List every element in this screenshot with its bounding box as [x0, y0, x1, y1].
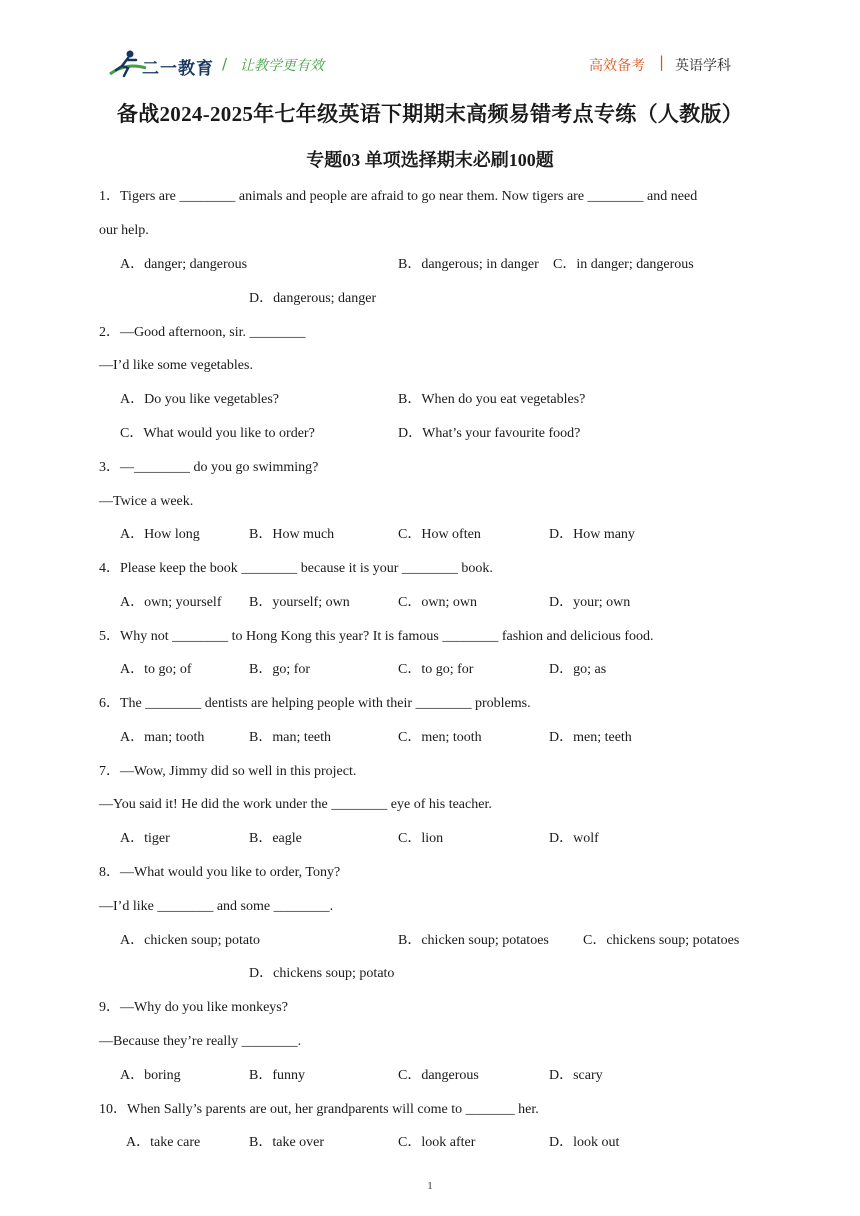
- question-7-text: 7．—Wow, Jimmy did so well in this project.: [99, 764, 357, 779]
- q4-option-a: A．own; yourself: [120, 595, 222, 610]
- question-3-text: 3．—________ do you go swimming?: [99, 460, 319, 475]
- q2-option-b: B．When do you eat vegetables?: [398, 392, 586, 407]
- page-number: 1: [427, 1180, 433, 1192]
- question-5-text: 5．Why not ________ to Hong Kong this year? It is famous ________ fashion and delicious food.: [99, 629, 654, 644]
- q4-option-c: C．own; own: [398, 595, 477, 610]
- q7-option-a: A．tiger: [120, 831, 170, 846]
- q10-option-d: D．look out: [549, 1135, 620, 1150]
- question-9-reply: —Because they’re really ________.: [99, 1034, 302, 1049]
- q5-option-b: B．go; for: [249, 662, 311, 677]
- question-8-text: 8．—What would you like to order, Tony?: [99, 865, 341, 880]
- question-6-text: 6．The ________ dentists are helping people with their ________ problems.: [99, 696, 531, 711]
- q4-option-b: B．yourself; own: [249, 595, 350, 610]
- q5-option-d: D．go; as: [549, 662, 607, 677]
- q7-option-c: C．lion: [398, 831, 444, 846]
- page-header: [0, 0, 860, 90]
- q1-option-a: A．danger; dangerous: [120, 257, 248, 272]
- q3-option-d: D．How many: [549, 527, 635, 542]
- q2-option-a: A．Do you like vegetables?: [120, 392, 280, 407]
- q8-option-a: A．chicken soup; potato: [120, 933, 260, 948]
- q6-option-b: B．man; teeth: [249, 730, 332, 745]
- question-3-reply: —Twice a week.: [99, 494, 194, 509]
- q7-option-b: B．eagle: [249, 831, 302, 846]
- q9-option-b: B．funny: [249, 1068, 305, 1083]
- slogan-divider: /: [222, 55, 228, 73]
- q9-option-a: A．boring: [120, 1068, 181, 1083]
- q3-option-b: B．How much: [249, 527, 335, 542]
- q10-option-b: B．take over: [249, 1135, 325, 1150]
- tag-exam-prep: 高效备考: [589, 58, 645, 74]
- q9-option-d: D．scary: [549, 1068, 603, 1083]
- question-1-text: 1．Tigers are ________ animals and people are afraid to go near them. Now tigers are ________ and need: [99, 189, 698, 204]
- document-title: 备战2024-2025年七年级英语下期期末高频易错考点专练（人教版）: [116, 102, 744, 126]
- q8-option-c: C．chickens soup; potatoes: [583, 933, 740, 948]
- q8-option-b: B．chicken soup; potatoes: [398, 933, 549, 948]
- q1-option-d: D．dangerous; danger: [249, 291, 377, 306]
- q1-option-b: B．dangerous; in danger: [398, 257, 539, 272]
- question-9-text: 9．—Why do you like monkeys?: [99, 1000, 288, 1015]
- question-10-text: 10．When Sally’s parents are out, her grandparents will come to _______ her.: [99, 1102, 539, 1117]
- q7-option-d: D．wolf: [549, 831, 599, 846]
- q6-option-a: A．man; tooth: [120, 730, 205, 745]
- q10-option-a: A．take care: [126, 1135, 201, 1150]
- logo-text: 二一教育: [142, 59, 214, 79]
- question-1-text-cont: our help.: [99, 223, 149, 238]
- q2-option-c: C．What would you like to order?: [120, 426, 315, 441]
- question-4-text: 4．Please keep the book ________ because it is your ________ book.: [99, 561, 493, 576]
- question-7-reply: —You said it! He did the work under the ________ eye of his teacher.: [99, 797, 492, 812]
- q8-option-d: D．chickens soup; potato: [249, 966, 395, 981]
- q3-option-c: C．How often: [398, 527, 481, 542]
- q5-option-a: A．to go; of: [120, 662, 192, 677]
- q1-option-c: C．in danger; dangerous: [553, 257, 694, 272]
- q3-option-a: A．How long: [120, 527, 200, 542]
- slogan: 让教学更有效: [240, 58, 324, 74]
- q9-option-c: C．dangerous: [398, 1068, 479, 1083]
- question-8-reply: —I’d like ________ and some ________.: [99, 899, 334, 914]
- q5-option-c: C．to go; for: [398, 662, 474, 677]
- q6-option-c: C．men; tooth: [398, 730, 482, 745]
- tag-separator: |: [659, 53, 665, 71]
- question-2-reply: —I’d like some vegetables.: [99, 358, 253, 373]
- q2-option-d: D．What’s your favourite food?: [398, 426, 581, 441]
- q4-option-d: D．your; own: [549, 595, 631, 610]
- q10-option-c: C．look after: [398, 1135, 476, 1150]
- document-subtitle: 专题03 单项选择期末必刷100题: [306, 150, 554, 170]
- question-2-text: 2．—Good afternoon, sir. ________: [99, 325, 306, 340]
- q6-option-d: D．men; teeth: [549, 730, 632, 745]
- tag-subject: 英语学科: [675, 58, 731, 74]
